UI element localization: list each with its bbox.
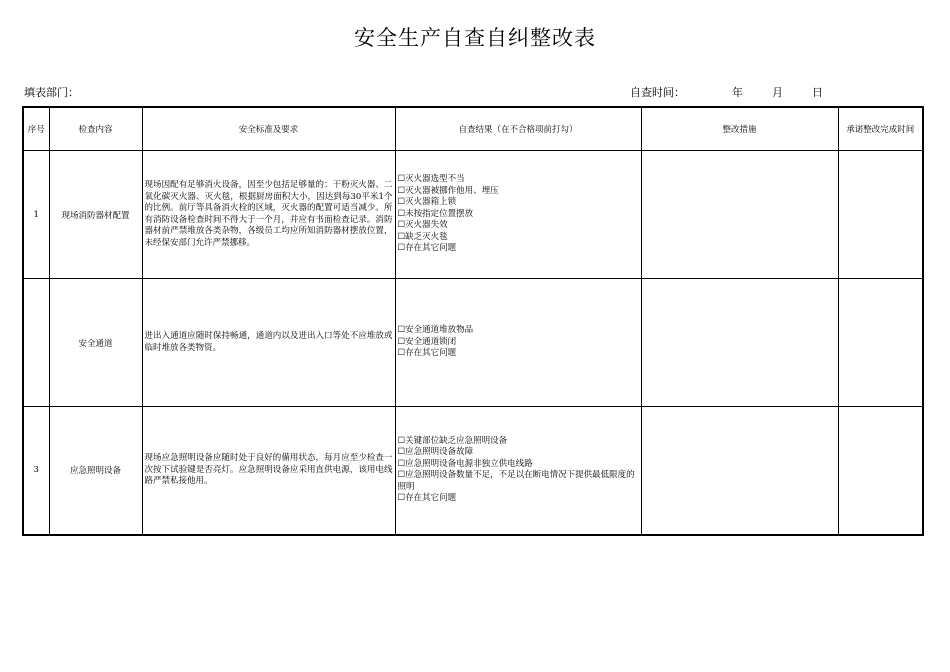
check-option[interactable]: ☐应急照明设备数量不足，不足以在断电情况下提供最低限度的照明 — [397, 470, 635, 492]
inspection-date-label: 自查时间： — [630, 86, 685, 99]
check-option[interactable]: ☐应急照明设备故障 — [397, 447, 474, 458]
row-result-checklist[interactable] — [395, 407, 641, 535]
table-header-row — [23, 107, 923, 151]
row-measure-cell[interactable] — [641, 151, 838, 279]
row-result-checklist[interactable] — [395, 279, 641, 407]
row-standard: 现场因配有足够消火设备，因至少包括足够量的：干粉灭火器、二氧化碳灭火器、灭火毯，根据厨房面积大小，因达到每30平米1个的比例。前厅等具备消火栓的区域，灭火器的配置可适当减少。所有消防设备检查时间不得大于一个月，并应有书面检查记录。消防器材前严禁堆放各类杂物，各级员工均应所知消防器材摆放位置，未经保安部门允许严禁挪移。 — [142, 151, 395, 279]
header-measure: 整改措施 — [641, 107, 838, 151]
check-option[interactable]: ☐缺乏灭火毯 — [397, 231, 448, 242]
row-number: 1 — [23, 151, 49, 279]
row-number: 3 — [23, 407, 49, 535]
year-label: 年 — [732, 86, 743, 99]
row-item: 安全通道 — [49, 279, 142, 407]
check-option[interactable]: ☐安全通道锁闭 — [397, 336, 457, 347]
row-result-checklist[interactable] — [395, 151, 641, 279]
check-option[interactable]: ☐存在其它问题 — [397, 493, 457, 504]
check-option[interactable]: ☐灭火器箱上锁 — [397, 197, 457, 208]
check-option[interactable]: ☐应急照明设备电源非独立供电线路 — [397, 458, 533, 469]
row-deadline-cell[interactable] — [838, 151, 923, 279]
header-no: 序号 — [23, 107, 49, 151]
row-standard: 现场应急照明设备应随时处于良好的備用状态，每月应至少检查一次按下试验键是否亮灯。应急照明设备应采用直供电源，该用电线路严禁私接他用。 — [142, 407, 395, 535]
table-row — [23, 151, 923, 279]
row-standard: 进出入通道应随时保持畅通，通道内以及进出入口等处不应堆放或临时堆放各类物资。 — [142, 279, 395, 407]
check-option[interactable]: ☐存在其它问题 — [397, 243, 457, 254]
table-row — [23, 279, 923, 407]
page-title: 安全生产自查自纠整改表 — [354, 26, 596, 50]
fill-department-label: 填表部门： — [24, 86, 79, 99]
day-label: 日 — [812, 86, 823, 99]
header-result: 自查结果（在不合格项前打勾） — [395, 107, 641, 151]
header-item: 检查内容 — [49, 107, 142, 151]
check-option[interactable]: ☐灭火器选型不当 — [397, 174, 465, 185]
row-item: 应急照明设备 — [49, 407, 142, 535]
inspection-date — [630, 84, 823, 100]
check-option[interactable]: ☐未按指定位置摆放 — [397, 208, 474, 219]
header-standard: 安全标准及要求 — [142, 107, 395, 151]
row-measure-cell[interactable] — [641, 407, 838, 535]
row-deadline-cell[interactable] — [838, 407, 923, 535]
month-label: 月 — [772, 86, 783, 99]
table-row — [23, 407, 923, 535]
row-deadline-cell[interactable] — [838, 279, 923, 407]
check-option[interactable]: ☐存在其它问题 — [397, 348, 457, 359]
row-number — [23, 279, 49, 407]
inspection-table — [22, 106, 924, 536]
check-option[interactable]: ☐关键部位缺乏应急照明设备 — [397, 435, 508, 446]
header-deadline: 承诺整改完成时间 — [838, 107, 923, 151]
check-option[interactable]: ☐灭火器失效 — [397, 220, 448, 231]
row-item: 现场消防器材配置 — [49, 151, 142, 279]
check-option[interactable]: ☐灭火器被挪作他用、埋压 — [397, 185, 499, 196]
check-option[interactable]: ☐安全通道堆放物品 — [397, 325, 474, 336]
row-measure-cell[interactable] — [641, 279, 838, 407]
